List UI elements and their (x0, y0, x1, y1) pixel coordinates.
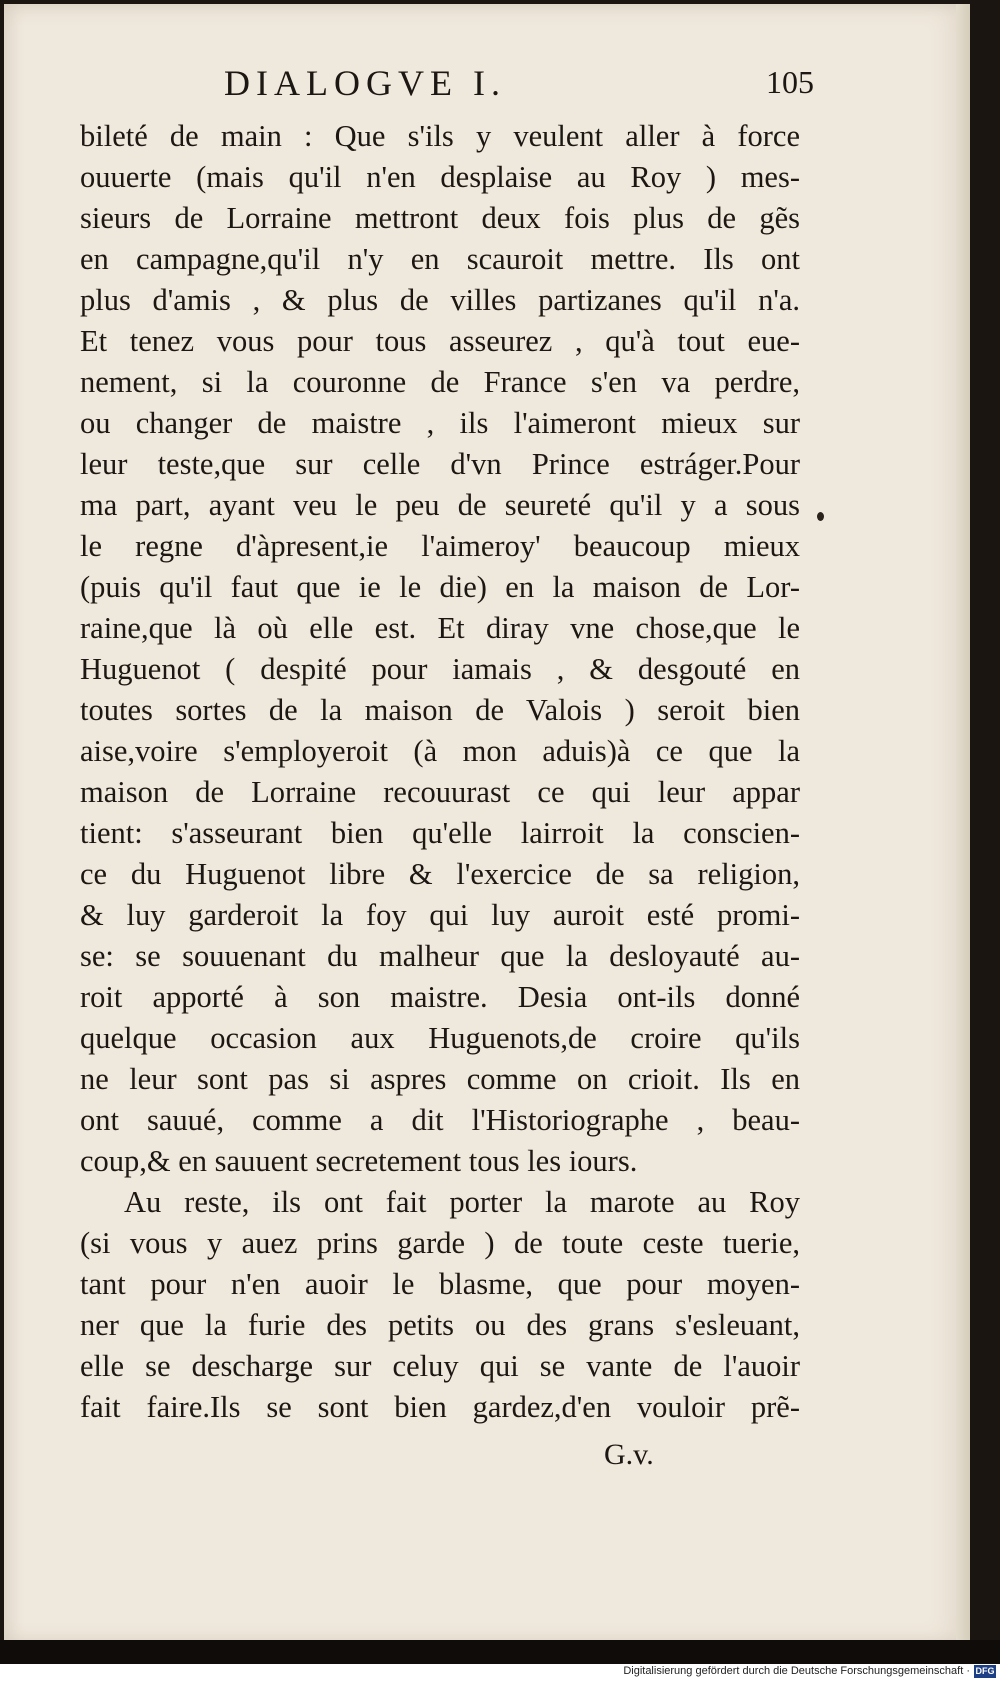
running-title: DIALOGVE I. (224, 63, 506, 103)
signature-mark: G.v. (604, 1438, 654, 1471)
text-line: quelque occasion aux Huguenots,de croire qu'ils (80, 1021, 800, 1055)
text-line: & luy garderoit la foy qui luy auroit esté promi- (80, 898, 800, 932)
text-line: ce du Huguenot libre & l'exercice de sa religion, (80, 857, 800, 891)
text-line: ou changer de maistre , ils l'aimeront mieux sur (80, 406, 800, 440)
text-line: maison de Lorraine recouurast ce qui leur appar (80, 775, 800, 809)
text-line: aise,voire s'employeroit (à mon aduis)à ce que la (80, 734, 800, 768)
text-line: ma part, ayant veu le peu de seureté qu'il y a sous (80, 488, 800, 522)
page-number: 105 (766, 64, 814, 100)
text-line: bileté de main : Que s'ils y veulent aller à force (80, 119, 800, 153)
text-line: (puis qu'il faut que ie le die) en la maison de Lor- (80, 570, 800, 604)
text-line: roit apporté à son maistre. Desia ont-ils donné (80, 980, 800, 1014)
text-line: leur teste,que sur celle d'vn Prince estráger.Pour (80, 447, 800, 481)
text-line: en campagne,qu'il n'y en scauroit mettre. Ils ont (80, 242, 800, 276)
text-line: Et tenez vous pour tous asseurez , qu'à tout eue- (80, 324, 800, 358)
text-line: sieurs de Lorraine mettront deux fois plus de gẽs (80, 201, 800, 235)
text-line: fait faire.Ils se sont bien gardez,d'en vouloir prẽ- (80, 1390, 800, 1424)
text-line: elle se descharge sur celuy qui se vante de l'auoir (80, 1349, 800, 1383)
text-line: (si vous y auez prins garde ) de toute ceste tuerie, (80, 1226, 800, 1260)
body-text (80, 116, 800, 1428)
text-line: raine,que là où elle est. Et diray vne chose,que le (80, 611, 800, 645)
book-page (4, 4, 970, 1644)
scan-bottom-edge (0, 1640, 1000, 1664)
running-head (4, 62, 970, 112)
text-line: toutes sortes de la maison de Valois ) seroit bien (80, 693, 800, 727)
text-line: Huguenot ( despité pour iamais , & desgouté en (80, 652, 800, 686)
text-line: plus d'amis , & plus de villes partizanes qu'il n'a. (80, 283, 800, 317)
text-line: ont sauué, comme a dit l'Historiographe , beau- (80, 1103, 800, 1137)
text-line: le regne d'àpresent,ie l'aimeroy' beaucoup mieux (80, 529, 800, 563)
text-line: Au reste, ils ont fait porter la marote au Roy (124, 1185, 800, 1219)
text-line: nement, si la couronne de France s'en va perdre, (80, 365, 800, 399)
page-edge (956, 4, 970, 1644)
margin-dot (817, 512, 824, 521)
text-line: tant pour n'en auoir le blasme, que pour moyen- (80, 1267, 800, 1301)
footer-bar (0, 1664, 1000, 1681)
text-line: coup,& en sauuent secretement tous les iours. (80, 1144, 638, 1178)
text-line: se: se souuenant du malheur que la desloyauté au- (80, 939, 800, 973)
text-line: ne leur sont pas si aspres comme on crioit. Ils en (80, 1062, 800, 1096)
footer-credit: Digitalisierung gefördert durch die Deutsche Forschungsgemeinschaft · (623, 1665, 970, 1677)
text-line: ner que la furie des petits ou des grans s'esleuant, (80, 1308, 800, 1342)
text-line: tient: s'asseurant bien qu'elle lairroit la conscien- (80, 816, 800, 850)
text-line: ouuerte (mais qu'il n'en desplaise au Roy ) mes- (80, 160, 800, 194)
dfg-logo: DFG (975, 1666, 995, 1676)
